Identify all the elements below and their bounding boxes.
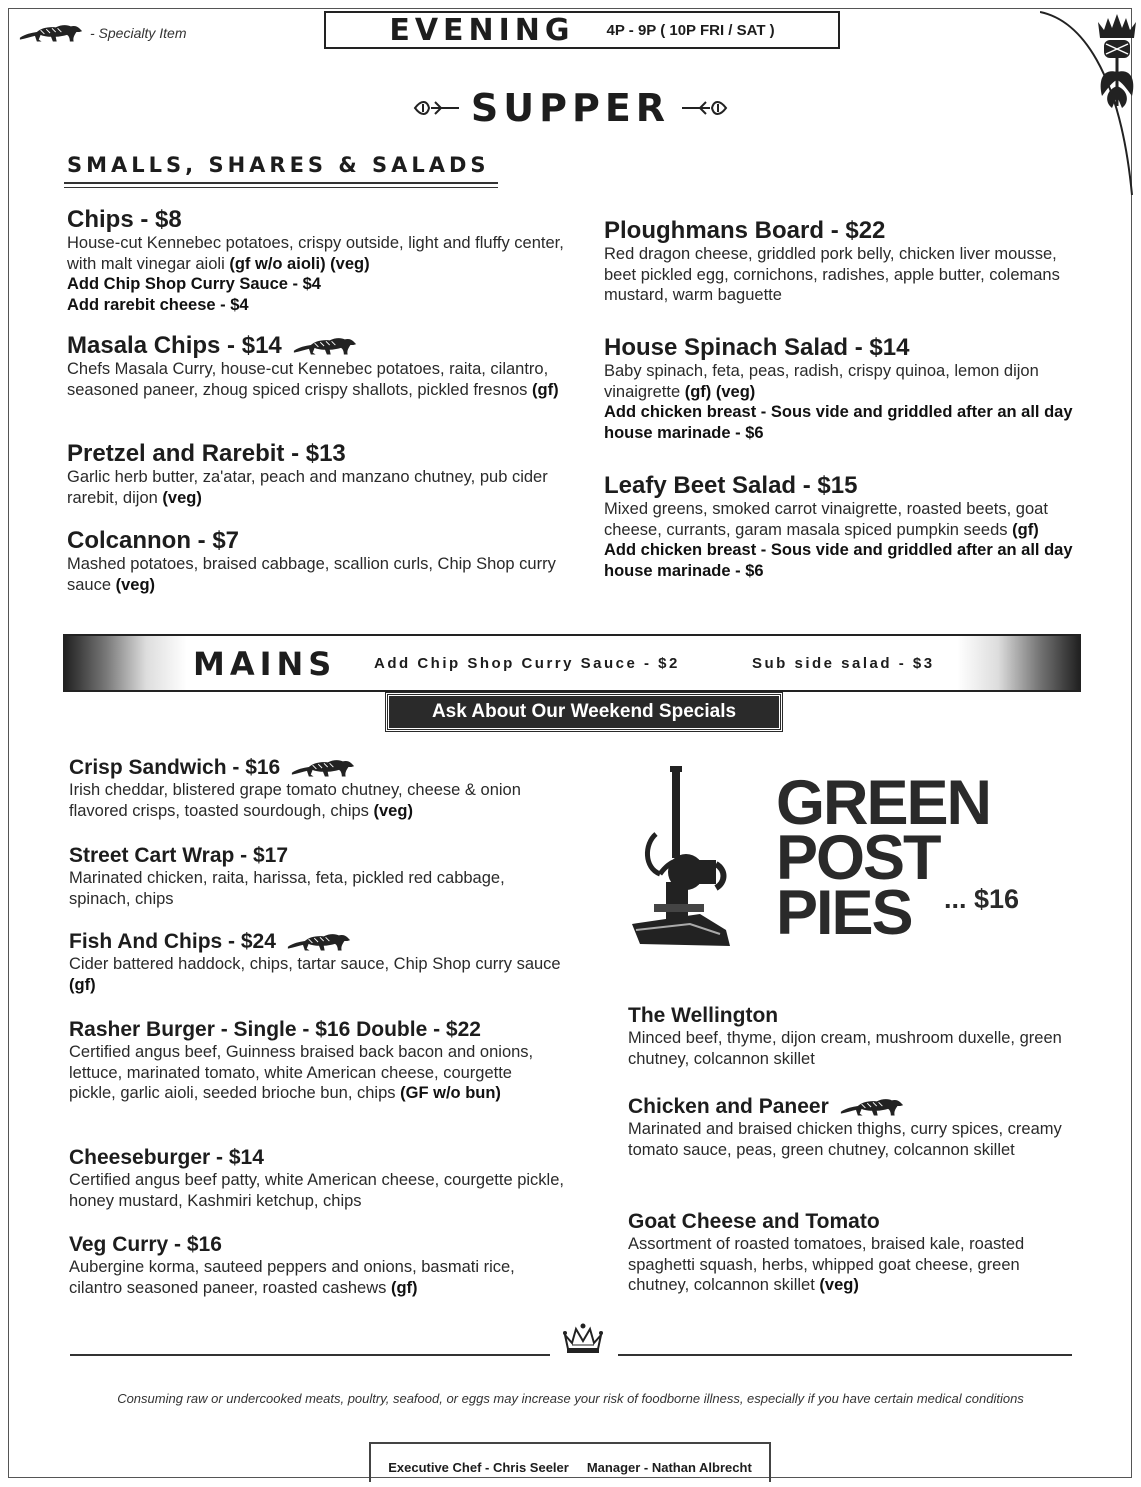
menu-item-colcannon (67, 528, 567, 595)
item-name: Chicken and Paneer (628, 1095, 829, 1118)
item-desc: Aubergine korma, sauteed peppers and onions, basmati rice, cilantro seasoned paneer, roasted cashews (69, 1258, 515, 1297)
item-name: Pretzel and Rarebit - $13 (67, 440, 346, 467)
specialty-legend (18, 22, 186, 44)
divider-line (70, 1354, 550, 1356)
item-desc: Assortment of roasted tomatoes, braised kale, roasted spaghetti squash, herbs, whipped goat cheese, green chutney, colcannon skillet (628, 1235, 1025, 1294)
item-tags: (gf) (390, 1278, 418, 1297)
item-desc: Marinated and braised chicken thighs, curry spices, creamy tomato sauce, peas, green chutney, colcannon skillet (628, 1120, 1062, 1159)
green-post-pies-title (776, 768, 991, 948)
staff-footer (369, 1442, 771, 1482)
item-name: Fish And Chips - $24 (69, 930, 276, 953)
menu-item-pretzel (67, 441, 567, 508)
item-tags: (gf w/o aioli) (veg) (229, 254, 370, 273)
flourish-icon (680, 98, 728, 118)
smalls-rule (64, 187, 498, 188)
item-addon: Add Chip Shop Curry Sauce - $4 (67, 275, 321, 293)
menu-item-spinach-salad (604, 335, 1089, 444)
mains-title: MAINS (193, 645, 337, 683)
item-name: The Wellington (628, 1004, 779, 1027)
item-tags: (veg) (373, 801, 413, 820)
item-desc: Minced beef, thyme, dijon cream, mushroom duxelle, green chutney, colcannon skillet (628, 1029, 1062, 1068)
smalls-title: SMALLS, SHARES & SALADS (67, 153, 490, 177)
crown-icon (562, 1323, 604, 1355)
menu-item-goat-cheese (628, 1210, 1078, 1296)
panther-icon (286, 931, 352, 953)
menu-item-cheeseburger (69, 1146, 569, 1211)
menu-item-fish-and-chips (69, 930, 569, 995)
panther-icon (292, 335, 358, 357)
item-tags: (gf) (69, 975, 96, 994)
weekend-specials-banner: Ask About Our Weekend Specials (386, 693, 782, 731)
panther-icon (290, 757, 356, 779)
item-desc: Mashed potatoes, braised cabbage, scallion curls, Chip Shop curry sauce (67, 555, 556, 594)
item-tags: (veg) (162, 488, 202, 507)
item-tags: (gf) (1012, 520, 1039, 539)
menu-item-ploughmans (604, 218, 1089, 306)
pies-title-line: PIES (776, 878, 912, 948)
item-name: House Spinach Salad - $14 (604, 334, 910, 361)
pies-price: ... $16 (944, 884, 1020, 914)
item-tags: (gf) (veg) (684, 382, 756, 401)
item-addon: Add chicken breast - Sous vide and griddled after an all day house marinade - $6 (604, 541, 1073, 580)
item-tags: (gf) (532, 380, 559, 399)
item-tags: (veg) (115, 575, 156, 594)
item-name: Chips - $8 (67, 206, 182, 233)
item-tags: (veg) (819, 1276, 859, 1294)
menu-item-chips (67, 207, 567, 316)
item-desc: Certified angus beef patty, white American cheese, courgette pickle, honey mustard, Kashmiri ketchup, chips (69, 1171, 564, 1210)
item-name: Ploughmans Board - $22 (604, 217, 886, 244)
item-name: Leafy Beet Salad - $15 (604, 472, 858, 499)
item-tags: (GF w/o bun) (400, 1084, 501, 1102)
menu-item-wellington (628, 1004, 1078, 1069)
pies-title-line: POST (776, 823, 940, 893)
evening-header (324, 11, 840, 49)
item-desc: Marinated chicken, raita, harissa, feta, pickled red cabbage, spinach, chips (69, 869, 505, 908)
mains-note-salad: Sub side salad - $3 (752, 655, 935, 672)
item-desc: House-cut Kennebec potatoes, crispy outside, light and fluffy center, with malt vinegar aioli (67, 234, 564, 273)
item-desc: Garlic herb butter, za'atar, peach and manzano chutney, pub cider rarebit, dijon (67, 468, 548, 507)
item-desc: Red dragon cheese, griddled pork belly, chicken liver mousse, beet pickled egg, cornichons, radishes, apple butter, colemans mustard, warm baguette (604, 245, 1060, 304)
item-addon: Add rarebit cheese - $4 (67, 296, 249, 314)
panther-icon (839, 1096, 905, 1118)
meat-grinder-icon (630, 764, 734, 952)
mains-note-curry: Add Chip Shop Curry Sauce - $2 (374, 655, 680, 672)
menu-item-crisp-sandwich (69, 756, 569, 821)
manager: Manager - Nathan Albrecht (586, 1459, 752, 1475)
legend-label: - Specialty Item (90, 25, 187, 41)
panther-icon (18, 22, 84, 44)
item-addon: Add chicken breast - Sous vide and griddled after an all day house marinade - $6 (604, 403, 1073, 442)
item-desc: Certified angus beef, Guinness braised back bacon and onions, lettuce, marinated tomato, white American cheese, courgette pickle, garlic aioli, seeded brioche bun, chips (69, 1043, 534, 1102)
supper-heading (0, 86, 1141, 130)
evening-title: EVENING (389, 12, 575, 48)
food-safety-disclaimer: Consuming raw or undercooked meats, poultry, seafood, or eggs may increase your risk of foodborne illness, especially if you have certain medical conditions (117, 1391, 1024, 1406)
divider-line (618, 1354, 1072, 1356)
menu-item-chicken-paneer (628, 1095, 1078, 1160)
pies-title-line: GREEN (776, 768, 991, 838)
menu-item-beet-salad (604, 473, 1089, 582)
supper-title: SUPPER (470, 86, 671, 130)
flourish-icon (413, 98, 461, 118)
item-desc: Cider battered haddock, chips, tartar sauce, Chip Shop curry sauce (69, 955, 561, 973)
item-name: Street Cart Wrap - $17 (69, 844, 289, 867)
item-name: Veg Curry - $16 (69, 1233, 222, 1256)
item-desc: Mixed greens, smoked carrot vinaigrette, roasted beets, goat cheese, currants, garam masala spiced pumpkin seeds (604, 500, 1048, 539)
executive-chef: Executive Chef - Chris Seeler (388, 1459, 569, 1475)
item-desc: Baby spinach, feta, peas, radish, crispy quinoa, lemon dijon vinaigrette (604, 362, 1039, 401)
item-name: Rasher Burger - Single - $16 Double - $22 (69, 1018, 481, 1041)
item-desc: Irish cheddar, blistered grape tomato chutney, cheese & onion flavored crisps, toasted sourdough, chips (69, 781, 521, 820)
menu-item-veg-curry (69, 1233, 569, 1298)
item-name: Goat Cheese and Tomato (628, 1210, 880, 1233)
item-name: Crisp Sandwich - $16 (69, 756, 281, 779)
menu-item-masala-chips (67, 333, 567, 400)
item-name: Colcannon - $7 (67, 527, 240, 554)
item-name: Cheeseburger - $14 (69, 1146, 264, 1169)
evening-hours: 4P - 9P ( 10P FRI / SAT ) (606, 21, 775, 39)
item-name: Masala Chips - $14 (67, 332, 282, 359)
menu-item-rasher-burger (69, 1018, 549, 1104)
item-desc: Chefs Masala Curry, house-cut Kennebec potatoes, raita, cilantro, seasoned paneer, zhoug spiced crispy shallots, pickled fresnos (67, 360, 549, 399)
menu-item-street-cart-wrap (69, 844, 569, 909)
smalls-rule (64, 182, 498, 184)
